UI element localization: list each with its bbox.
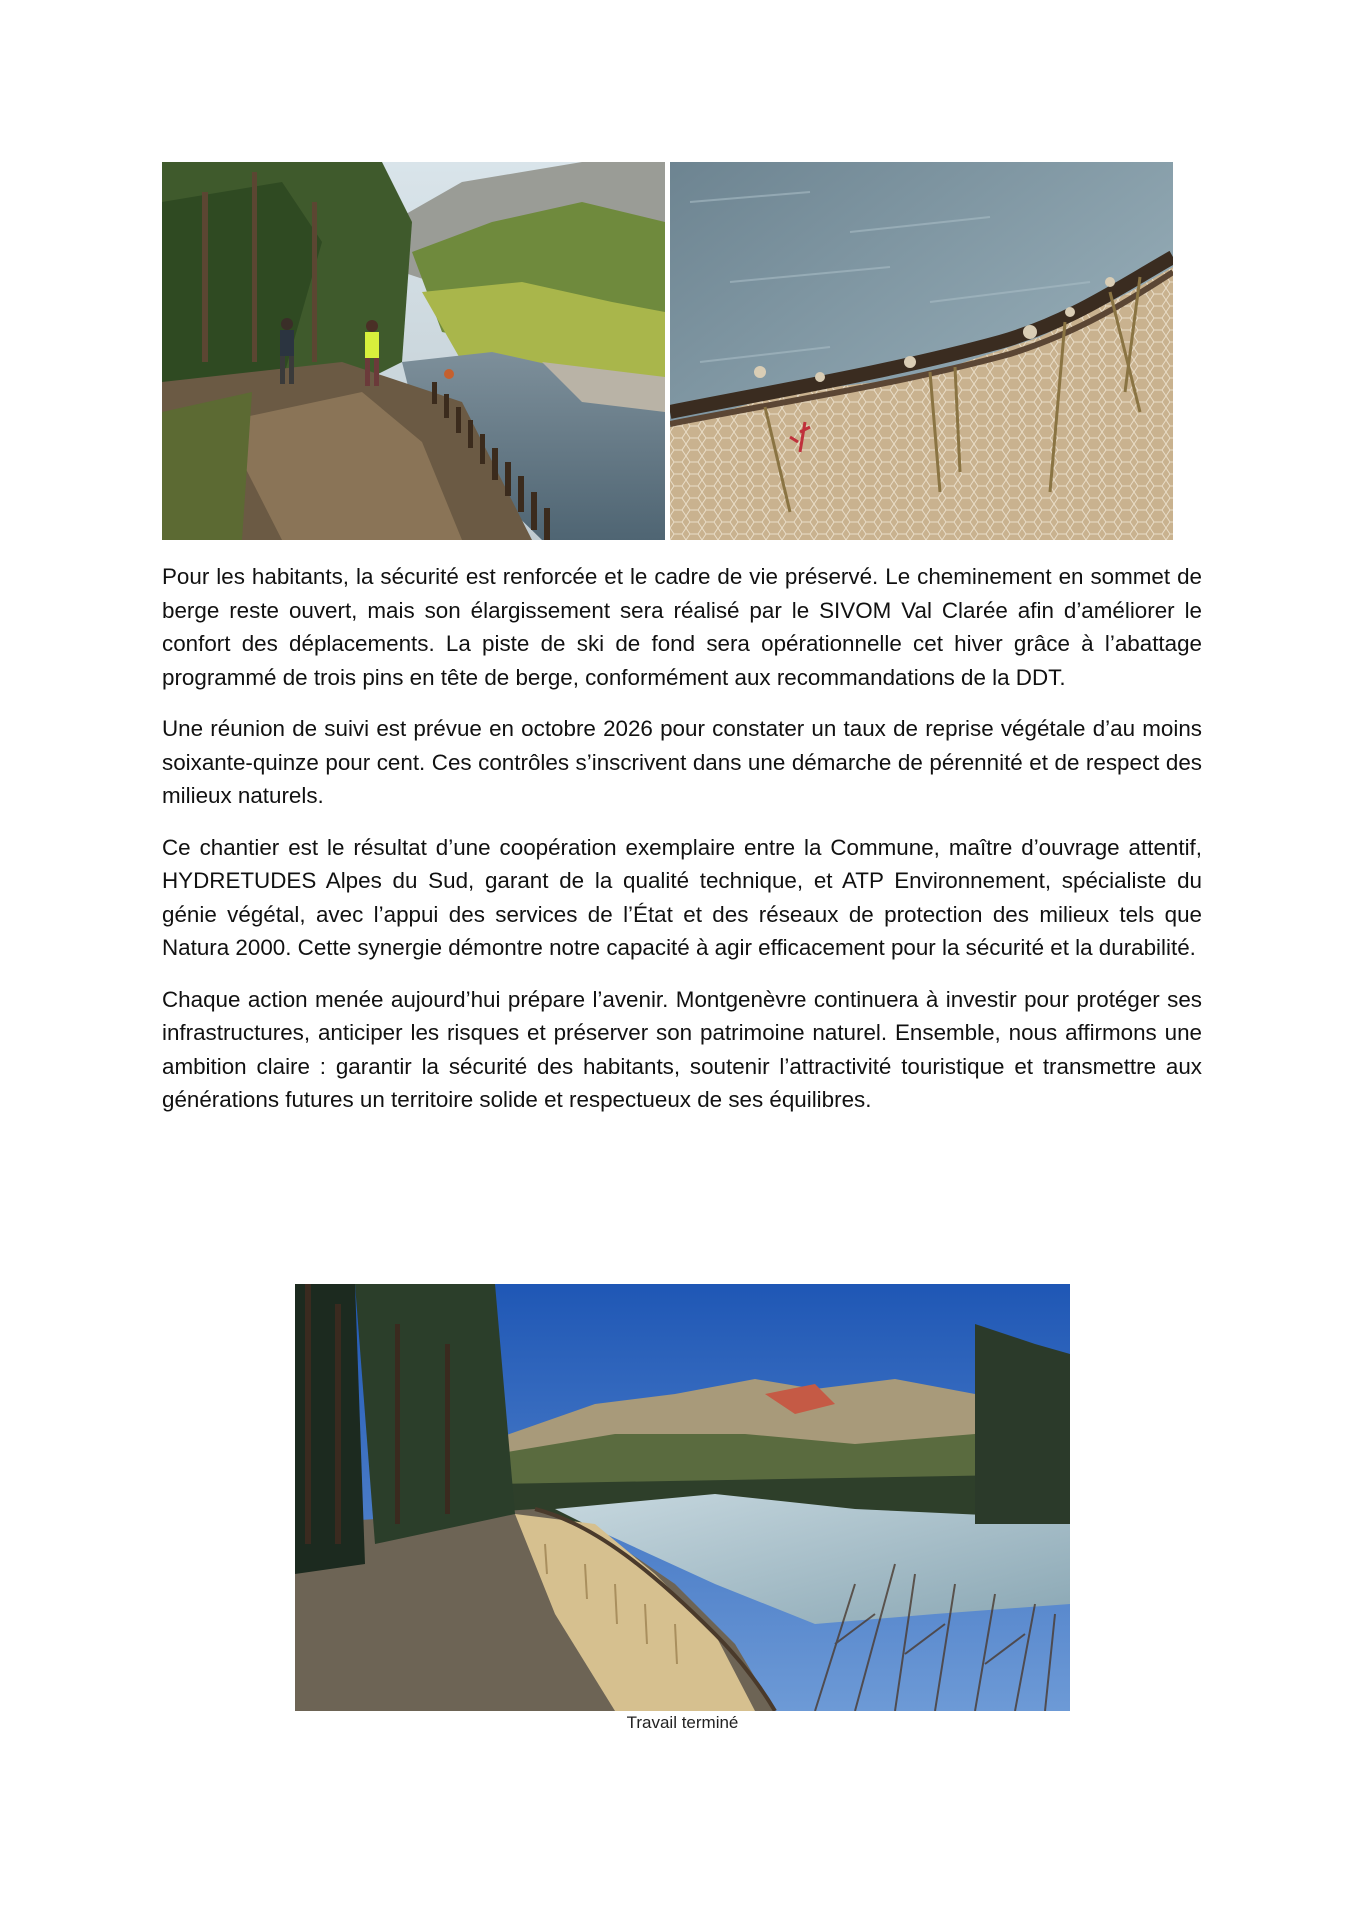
paragraph-4: Chaque action menée aujourd’hui prépare l’avenir. Montgenèvre continuera à investir pour protéger ses infrastructures, anticiper les risques et préserver son patrimoine naturel. Ensemble, nous affirmons une ambition claire : garantir la sécurité des habitants, soutenir l’attractivité touristique et transmettre aux générations futures un territoire solide et respectueux de ses équilibres.	[162, 986, 1202, 1112]
finished-riverbank-photo	[295, 1284, 1070, 1711]
article-body	[162, 560, 1202, 1135]
riverbank-fascine-photo	[670, 162, 1173, 540]
paragraph-3: Ce chantier est le résultat d’une coopération exemplaire entre la Commune, maître d’ouvrage attentif, HYDRETUDES Alpes du Sud, garant de la qualité technique, et ATP Environnement, spécialiste du génie végétal, avec l’appui des services de l’État et des réseaux de protection des milieux tels que Natura 2000. Cette synergie démontre notre capacité à agir efficacement pour la sécurité et la durabilité.	[162, 834, 1202, 960]
photo-caption: Travail terminé	[626, 1713, 739, 1732]
paragraph-2: Une réunion de suivi est prévue en octobre 2026 pour constater un taux de reprise végétale d’au moins soixante-quinze pour cent. Ces contrôles s’inscrivent dans une démarche de pérennité et de respect des milieux naturels.	[162, 716, 1202, 808]
paragraph-1: Pour les habitants, la sécurité est renforcée et le cadre de vie préservé. Le cheminement en sommet de berge reste ouvert, mais son élargissement sera réalisé par le SIVOM Val Clarée afin d’améliorer le confort des déplacements. La piste de ski de fond sera opérationnelle cet hiver grâce à l’abattage programmé de trois pins en tête de berge, conformément aux recommandations de la DDT.	[162, 564, 1202, 690]
river-path-workers-photo	[162, 162, 665, 540]
